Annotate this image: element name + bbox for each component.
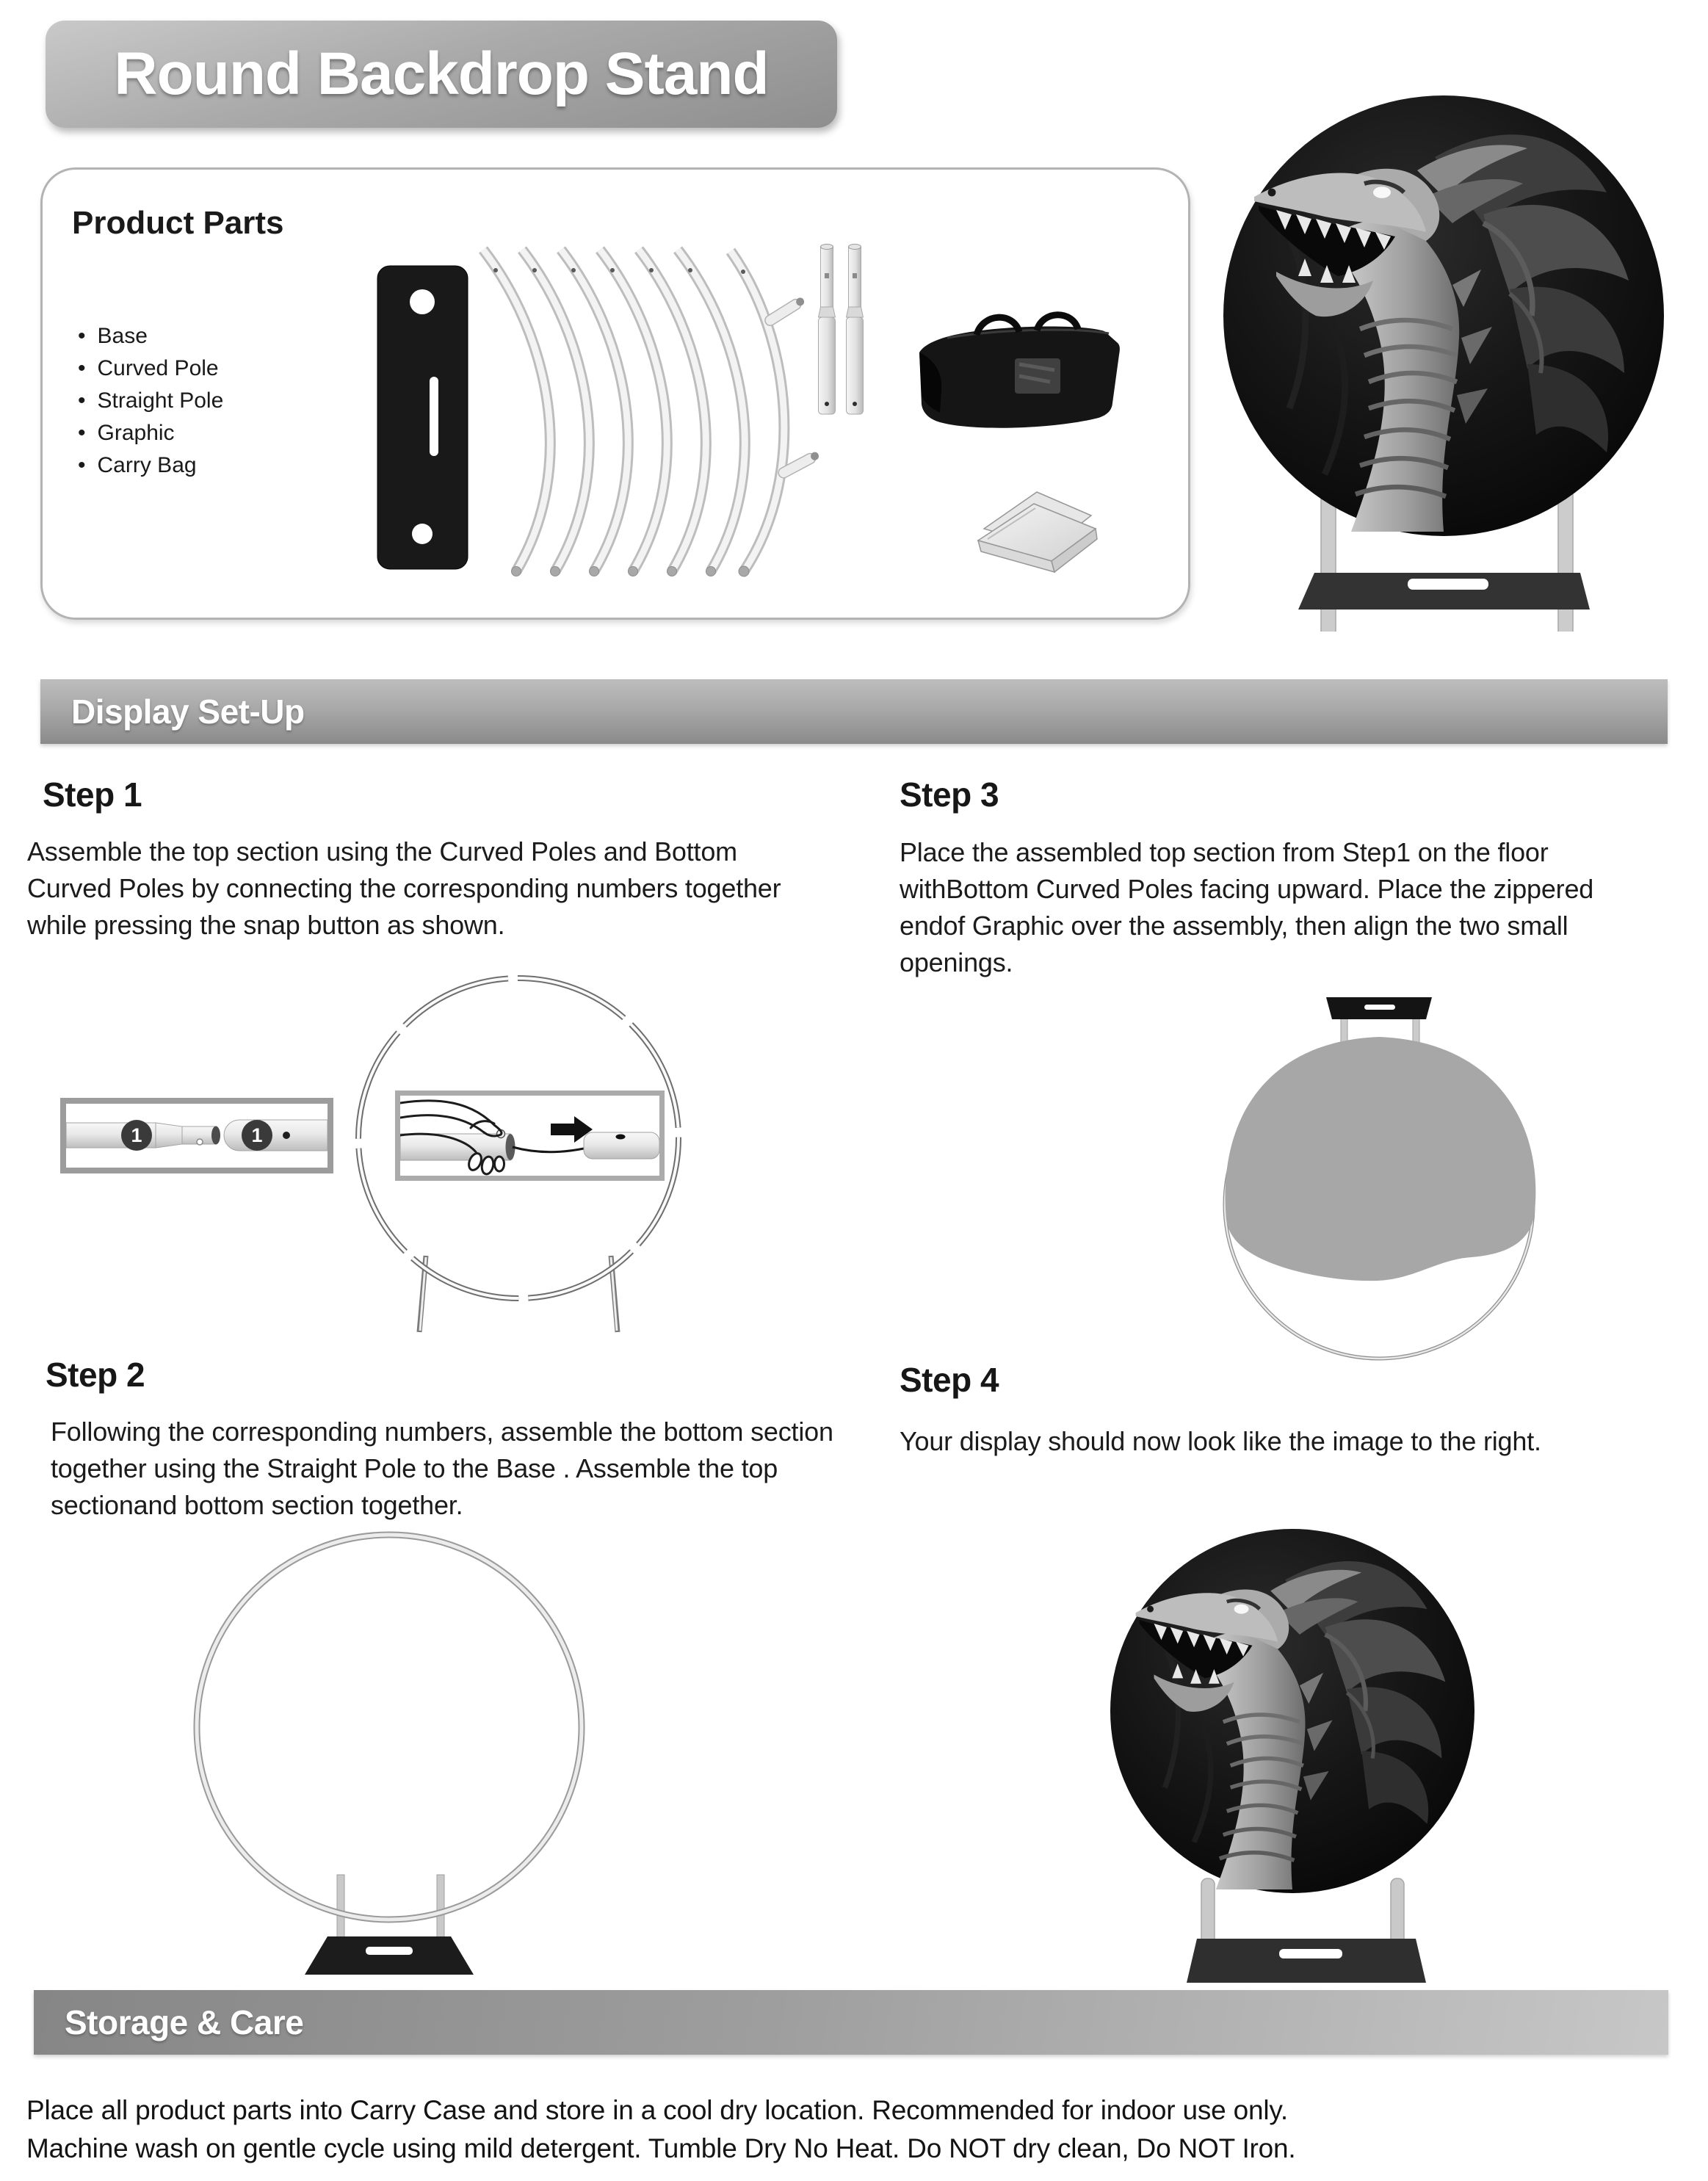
display-setup-banner xyxy=(40,679,1668,744)
product-parts-panel xyxy=(40,167,1190,620)
step-1-snap-button-inset xyxy=(395,1090,665,1181)
graphic-cover xyxy=(1226,1037,1536,1281)
list-item-carry-bag: • Carry Bag xyxy=(78,449,223,482)
step-1-text: Assemble the top section using the Curved Poles and Bottom Curved Poles by connecting the corresponding numbers together while pressing the snap button as shown. xyxy=(27,836,781,940)
straight-poles-graphic xyxy=(812,241,871,423)
snap-hole-icon xyxy=(616,1135,626,1140)
bungee-cord xyxy=(513,1147,584,1152)
step-2-frame-diagram xyxy=(176,1524,602,1983)
storage-care-text xyxy=(26,2091,1295,2168)
list-item-straight-pole: • Straight Pole xyxy=(78,385,223,417)
pole-number-badge-label: 1 xyxy=(251,1124,263,1146)
title-banner xyxy=(46,21,837,128)
list-item-graphic: • Graphic xyxy=(78,417,223,449)
display-setup-banner-label: Display Set-Up xyxy=(71,692,305,731)
product-parts-heading: Product Parts xyxy=(72,205,284,241)
stand-base xyxy=(1187,1939,1426,1983)
step-2-heading: Step 2 xyxy=(46,1356,145,1394)
snap-button-icon xyxy=(283,1132,290,1139)
step-4-text: Your display should now look like the image to the right. xyxy=(900,1426,1541,1456)
page-title: Round Backdrop Stand xyxy=(114,40,769,107)
dragon-graphic xyxy=(1110,1529,1474,1893)
snap-hole-icon xyxy=(197,1139,203,1145)
folded-graphic-graphic xyxy=(962,482,1105,585)
step-4-heading: Step 4 xyxy=(900,1361,999,1399)
step-3-text: Place the assembled top section from Step1 on the floor withBottom Curved Poles facing upward. Place the zippered endof Graphic over the assembly, then align the two small openings. xyxy=(900,837,1594,977)
stand-base xyxy=(1298,573,1590,610)
storage-care-banner-label: Storage & Care xyxy=(65,2003,304,2041)
product-parts-list xyxy=(78,320,223,482)
step-1-pole-connection-inset xyxy=(60,1098,333,1173)
step-2-text: Following the corresponding numbers, assemble the bottom section together using the Straight Pole to the Base . Assemble the top sectionand bottom section together. xyxy=(51,1417,833,1520)
storage-care-line: Machine wash on gentle cycle using mild detergent. Tumble Dry No Heat. Do NOT dry clean, Do NOT Iron. xyxy=(26,2133,1296,2163)
carry-bag-graphic xyxy=(903,305,1131,438)
pole-number-badge-label: 1 xyxy=(131,1124,142,1146)
list-item-base: • Base xyxy=(78,320,223,352)
stand-base xyxy=(305,1936,474,1975)
list-item-curved-pole: • Curved Pole xyxy=(78,352,223,385)
step-1-heading: Step 1 xyxy=(43,775,142,814)
storage-care-banner xyxy=(34,1990,1668,2055)
assembled-display-photo xyxy=(1190,88,1708,632)
dragon-graphic xyxy=(1223,95,1664,536)
step-4-assembled-display xyxy=(1087,1513,1498,1990)
step-3-graphic-install-diagram xyxy=(1204,984,1557,1395)
step-3-heading: Step 3 xyxy=(900,775,999,814)
storage-care-line: Place all product parts into Carry Case and store in a cool dry location. Recommended for indoor use only. xyxy=(26,2095,1288,2125)
